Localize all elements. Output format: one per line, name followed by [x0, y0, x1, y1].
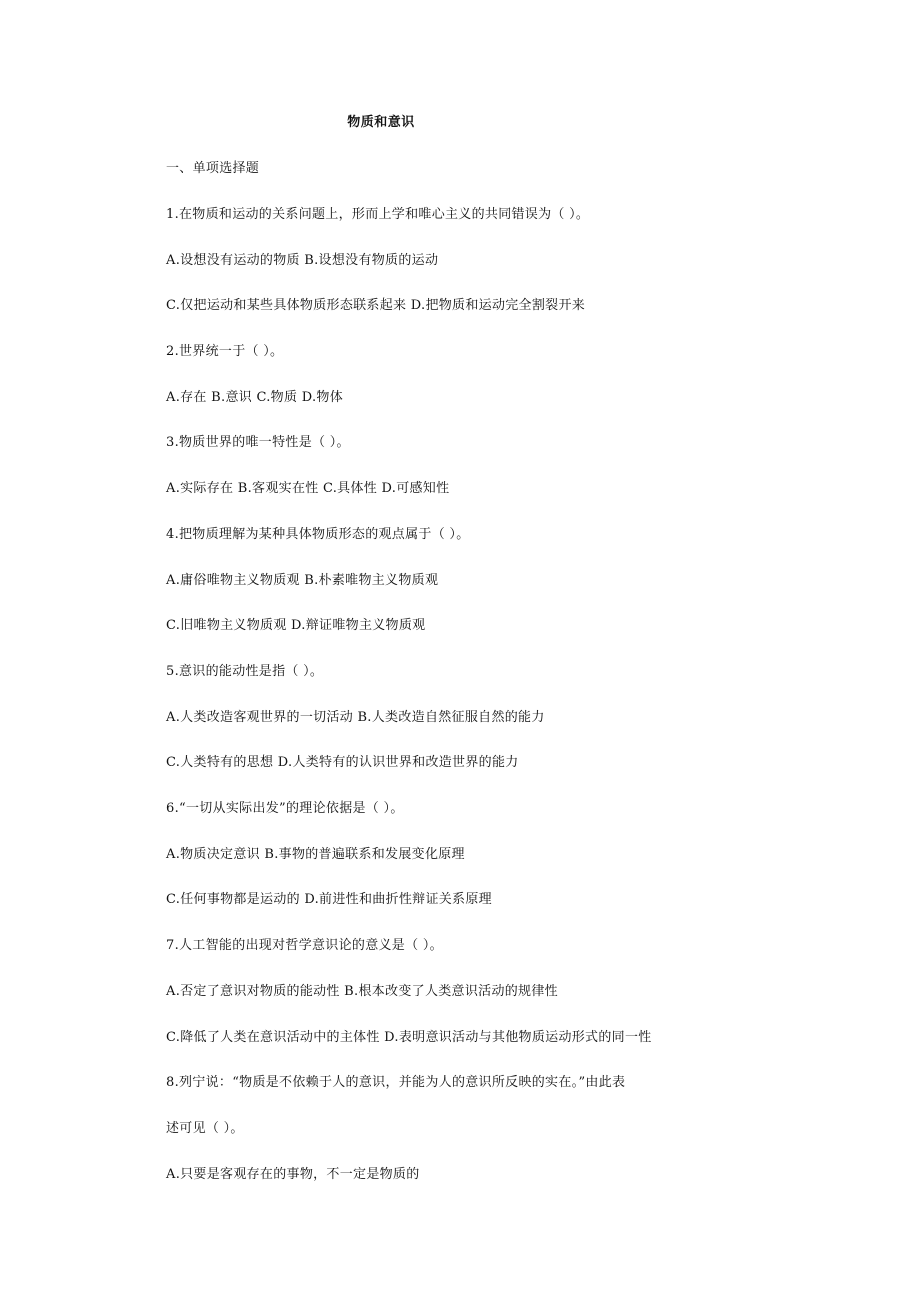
question-6-options-ab: A.物质决定意识 B.事物的普遍联系和发展变化原理 — [166, 847, 465, 862]
question-1-options-ab: A.设想没有运动的物质 B.设想没有物质的运动 — [166, 253, 439, 268]
question-4-options-ab: A.庸俗唯物主义物质观 B.朴素唯物主义物质观 — [166, 573, 439, 588]
question-5-options-cd: C.人类特有的思想 D.人类特有的认识世界和改造世界的能力 — [166, 755, 519, 770]
question-4: 4.把物质理解为某种具体物质形态的观点属于（ ）。 — [166, 527, 470, 542]
question-1: 1.在物质和运动的关系问题上，形而上学和唯心主义的共同错误为（ ）。 — [166, 207, 590, 222]
question-3-options: A.实际存在 B.客观实在性 C.具体性 D.可感知性 — [166, 481, 450, 496]
question-5-options-ab: A.人类改造客观世界的一切活动 B.人类改造自然征服自然的能力 — [166, 710, 545, 725]
question-5: 5.意识的能动性是指（ ）。 — [166, 664, 324, 679]
question-2-options: A.存在 B.意识 C.物质 D.物体 — [166, 390, 344, 405]
document-title: 物质和意识 — [347, 115, 415, 130]
question-6: 6.“一切从实际出发”的理论依据是（ ）。 — [166, 801, 404, 816]
question-4-options-cd: C.旧唯物主义物质观 D.辩证唯物主义物质观 — [166, 618, 426, 633]
question-7-options-cd: C.降低了人类在意识活动中的主体性 D.表明意识活动与其他物质运动形式的同一性 — [166, 1030, 652, 1045]
question-8-line-1: 8.列宁说：“物质是不依赖于人的意识，并能为人的意识所反映的实在。”由此表 — [166, 1075, 626, 1090]
question-6-options-cd: C.任何事物都是运动的 D.前进性和曲折性辩证关系原理 — [166, 892, 492, 907]
question-3: 3.物质世界的唯一特性是（ ）。 — [166, 435, 350, 450]
question-7-options-ab: A.否定了意识对物质的能动性 B.根本改变了人类意识活动的规律性 — [166, 984, 558, 999]
question-8-option-a: A.只要是客观存在的事物，不一定是物质的 — [166, 1167, 420, 1182]
question-2: 2.世界统一于（ ）。 — [166, 344, 284, 359]
question-7: 7.人工智能的出现对哲学意识论的意义是（ ）。 — [166, 938, 443, 953]
section-heading: 一、单项选择题 — [166, 161, 260, 176]
question-1-options-cd: C.仅把运动和某些具体物质形态联系起来 D.把物质和运动完全割裂开来 — [166, 298, 586, 313]
question-8-line-2: 述可见（ ）。 — [166, 1121, 244, 1136]
